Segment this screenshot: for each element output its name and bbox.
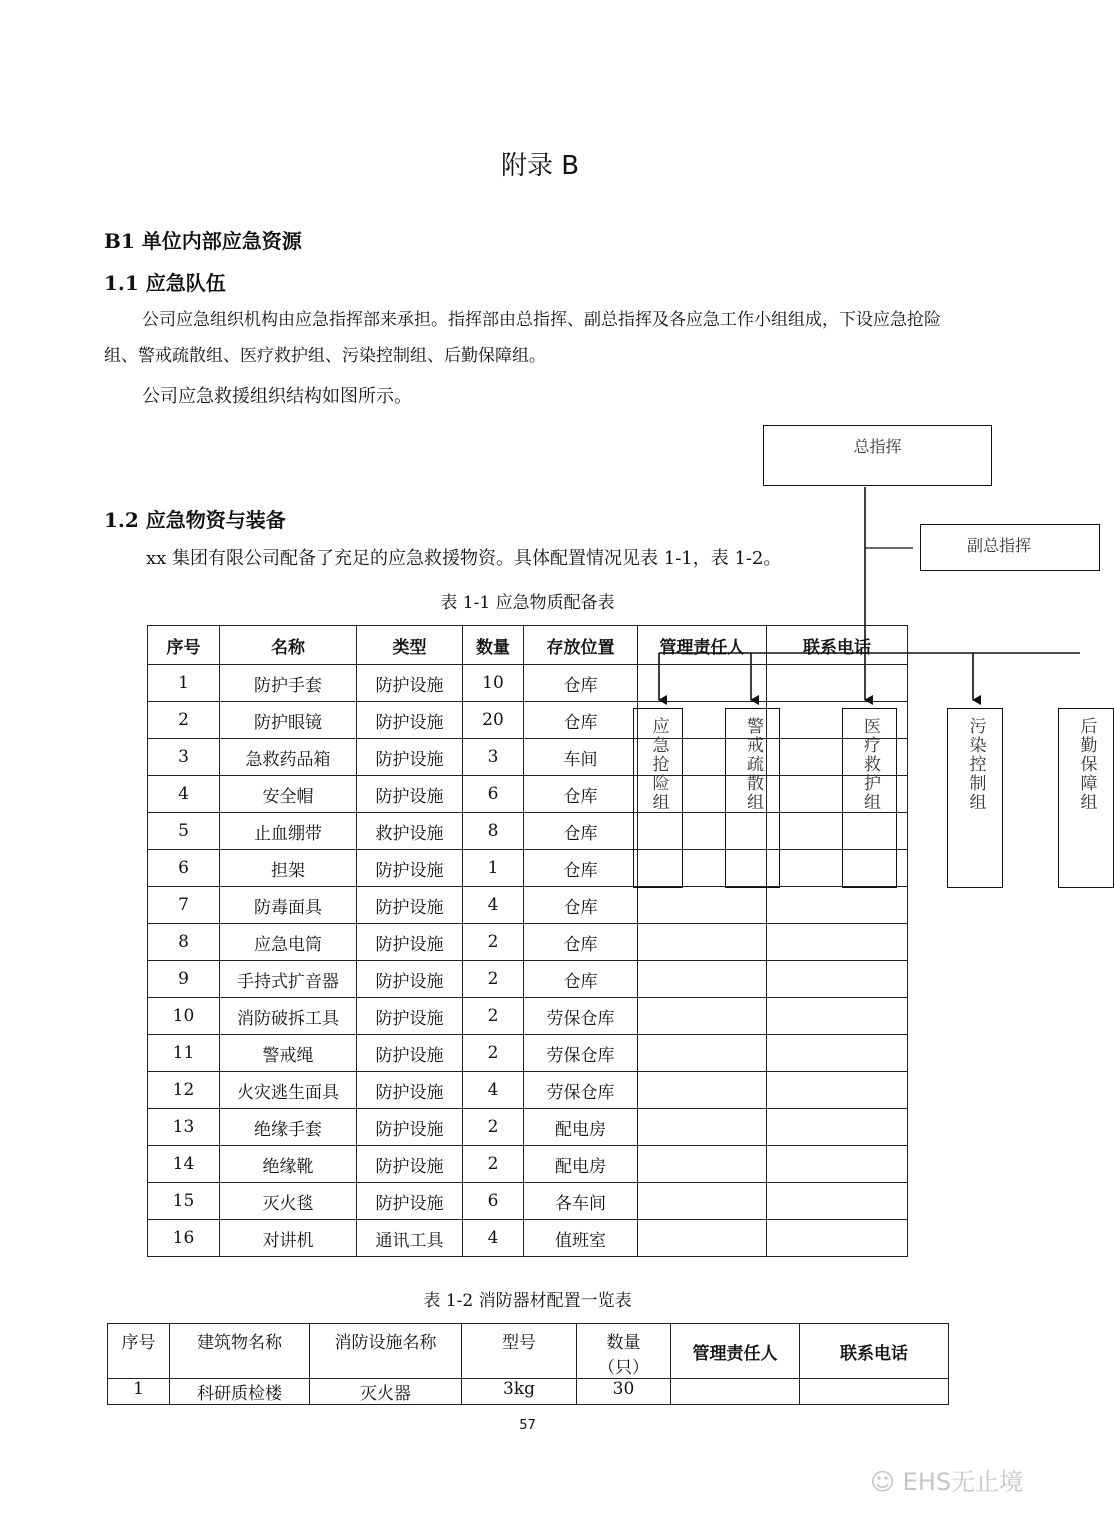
table-cell: 防护设施	[357, 1035, 463, 1072]
table-header-cell: 数量（只）	[577, 1324, 671, 1379]
table-header-cell: 管理责任人	[671, 1324, 800, 1379]
table-cell: 防护设施	[357, 776, 463, 813]
org-box-commander	[763, 425, 992, 486]
table-header-cell: 类型	[357, 626, 463, 665]
table-cell: 仓库	[524, 961, 638, 998]
table-cell: 防护设施	[357, 1146, 463, 1183]
table-cell: 防护设施	[357, 961, 463, 998]
table-cell: 防护眼镜	[220, 702, 357, 739]
table-cell: 4	[148, 776, 220, 813]
table-cell: 防护设施	[357, 887, 463, 924]
table-cell: 3	[463, 739, 524, 776]
org-box-rescue	[633, 708, 683, 888]
table-cell: 防毒面具	[220, 887, 357, 924]
section-1-2-heading: 1.2 应急物资与装备	[104, 508, 286, 532]
table-cell: 3kg	[462, 1379, 577, 1405]
table-cell: 防护设施	[357, 702, 463, 739]
org-box-deputy	[920, 524, 1100, 571]
table-cell: 配电房	[524, 1109, 638, 1146]
watermark	[870, 1462, 1023, 1497]
deputy-label: 副总指挥	[967, 536, 1032, 555]
table-cell: 1	[148, 665, 220, 702]
table-cell: 2	[463, 1109, 524, 1146]
table-cell: 10	[463, 665, 524, 702]
table-cell: 担架	[220, 850, 357, 887]
table-cell: 火灾逃生面具	[220, 1072, 357, 1109]
commander-label: 总指挥	[853, 437, 902, 456]
table-header-cell: 消防设施名称	[310, 1324, 462, 1379]
table-cell: 灭火毯	[220, 1183, 357, 1220]
table-cell: 止血绷带	[220, 813, 357, 850]
table-header-cell: 建筑物名称	[170, 1324, 310, 1379]
table-header-cell: 联系电话	[767, 626, 908, 665]
table-cell: 3	[148, 739, 220, 776]
table-cell: 防护设施	[357, 1072, 463, 1109]
table-cell: 仓库	[524, 776, 638, 813]
table-cell: 劳保仓库	[524, 1072, 638, 1109]
table-cell: 通讯工具	[357, 1220, 463, 1257]
table-header-cell: 型号	[462, 1324, 577, 1379]
group-label: 污染控制组	[965, 717, 986, 812]
table-cell: 6	[148, 850, 220, 887]
table-header-cell: 序号	[108, 1324, 170, 1379]
table-cell: 绝缘手套	[220, 1109, 357, 1146]
table-cell: 警戒绳	[220, 1035, 357, 1072]
table-cell: 消防破拆工具	[220, 998, 357, 1035]
table-cell: 8	[463, 813, 524, 850]
table-cell: 防护设施	[357, 850, 463, 887]
page-number: 57	[519, 1418, 536, 1433]
org-box-pollution	[947, 708, 1003, 888]
table-cell: 13	[148, 1109, 220, 1146]
table-header-cell: 存放位置	[524, 626, 638, 665]
table-header-cell: 序号	[148, 626, 220, 665]
table-cell: 7	[148, 887, 220, 924]
table-cell: 急救药品箱	[220, 739, 357, 776]
table-cell: 4	[463, 1220, 524, 1257]
table-cell: 20	[463, 702, 524, 739]
org-box-logistics	[1058, 708, 1114, 888]
table1-caption: 表 1-1 应急物质配备表	[440, 593, 615, 613]
table-cell: 防护设施	[357, 1183, 463, 1220]
table-cell: 各车间	[524, 1183, 638, 1220]
table-cell: 应急电筒	[220, 924, 357, 961]
table-header-cell: 管理责任人	[638, 626, 767, 665]
table-cell: 防护设施	[357, 1109, 463, 1146]
table-cell: 防护设施	[357, 739, 463, 776]
table-cell: 仓库	[524, 850, 638, 887]
table-header-cell: 数量	[463, 626, 524, 665]
table-cell: 5	[148, 813, 220, 850]
section-b1-heading: B1 单位内部应急资源	[104, 229, 302, 253]
table-cell: 2	[148, 702, 220, 739]
table-cell: 30	[577, 1379, 671, 1405]
group-label: 医疗救护组	[860, 717, 880, 812]
table-cell: 4	[463, 887, 524, 924]
table-cell: 仓库	[524, 924, 638, 961]
table-cell: 仓库	[524, 887, 638, 924]
group-label: 应急抢险组	[648, 717, 669, 812]
table-cell: 科研质检楼	[170, 1379, 310, 1405]
table-header-cell: 联系电话	[800, 1324, 949, 1379]
table-cell: 绝缘靴	[220, 1146, 357, 1183]
table-cell: 配电房	[524, 1146, 638, 1183]
watermark-text: EHS无止境	[902, 1468, 1024, 1496]
table-cell: 2	[463, 961, 524, 998]
table-cell: 2	[463, 924, 524, 961]
org-box-medical	[842, 708, 897, 888]
table-cell: 安全帽	[220, 776, 357, 813]
table-cell: 车间	[524, 739, 638, 776]
table-cell: 对讲机	[220, 1220, 357, 1257]
table-cell: 10	[148, 998, 220, 1035]
table2-caption: 表 1-2 消防器材配置一览表	[423, 1291, 632, 1311]
table-cell: 劳保仓库	[524, 998, 638, 1035]
table-cell: 2	[463, 1146, 524, 1183]
table-header-cell: 名称	[220, 626, 357, 665]
table-cell: 防护设施	[357, 665, 463, 702]
group-label: 后勤保障组	[1076, 717, 1097, 812]
table-cell: 2	[463, 1035, 524, 1072]
table-cell: 4	[463, 1072, 524, 1109]
table-cell: 仓库	[524, 702, 638, 739]
table-cell: 救护设施	[357, 813, 463, 850]
table-cell: 防护设施	[357, 924, 463, 961]
wechat-icon: ☺	[870, 1468, 896, 1496]
table-cell: 6	[463, 776, 524, 813]
table-cell: 值班室	[524, 1220, 638, 1257]
section-1-1-heading: 1.1 应急队伍	[104, 271, 226, 295]
table-cell: 14	[148, 1146, 220, 1183]
paragraph-team: 公司应急组织机构由应急指挥部来承担。指挥部由总指挥、副总指挥及各应急工作小组组成，下设应急抢险组、警戒疏散组、医疗救护组、污染控制组、后勤保障组。	[104, 310, 941, 366]
table-cell: 2	[463, 998, 524, 1035]
table-cell: 防护手套	[220, 665, 357, 702]
table-cell: 6	[463, 1183, 524, 1220]
table-cell: 防护设施	[357, 998, 463, 1035]
group-label: 警戒疏散组	[743, 717, 763, 812]
table-cell: 9	[148, 961, 220, 998]
table-cell: 1	[108, 1379, 170, 1405]
table-cell: 手持式扩音器	[220, 961, 357, 998]
paragraph-supplies: xx 集团有限公司配备了充足的应急救援物资。具体配置情况见表 1-1，表 1-2。	[146, 548, 782, 569]
table-cell: 15	[148, 1183, 220, 1220]
table-cell: 12	[148, 1072, 220, 1109]
table-cell: 16	[148, 1220, 220, 1257]
table-cell: 1	[463, 850, 524, 887]
table-cell: 11	[148, 1035, 220, 1072]
paragraph-org-intro: 公司应急救援组织结构如图所示。	[142, 386, 412, 407]
table-cell: 仓库	[524, 813, 638, 850]
page-title: 附录 B	[500, 151, 580, 181]
table-cell: 8	[148, 924, 220, 961]
table-cell: 灭火器	[310, 1379, 462, 1405]
org-box-evacuation	[725, 708, 780, 888]
table-cell: 劳保仓库	[524, 1035, 638, 1072]
table-cell: 仓库	[524, 665, 638, 702]
